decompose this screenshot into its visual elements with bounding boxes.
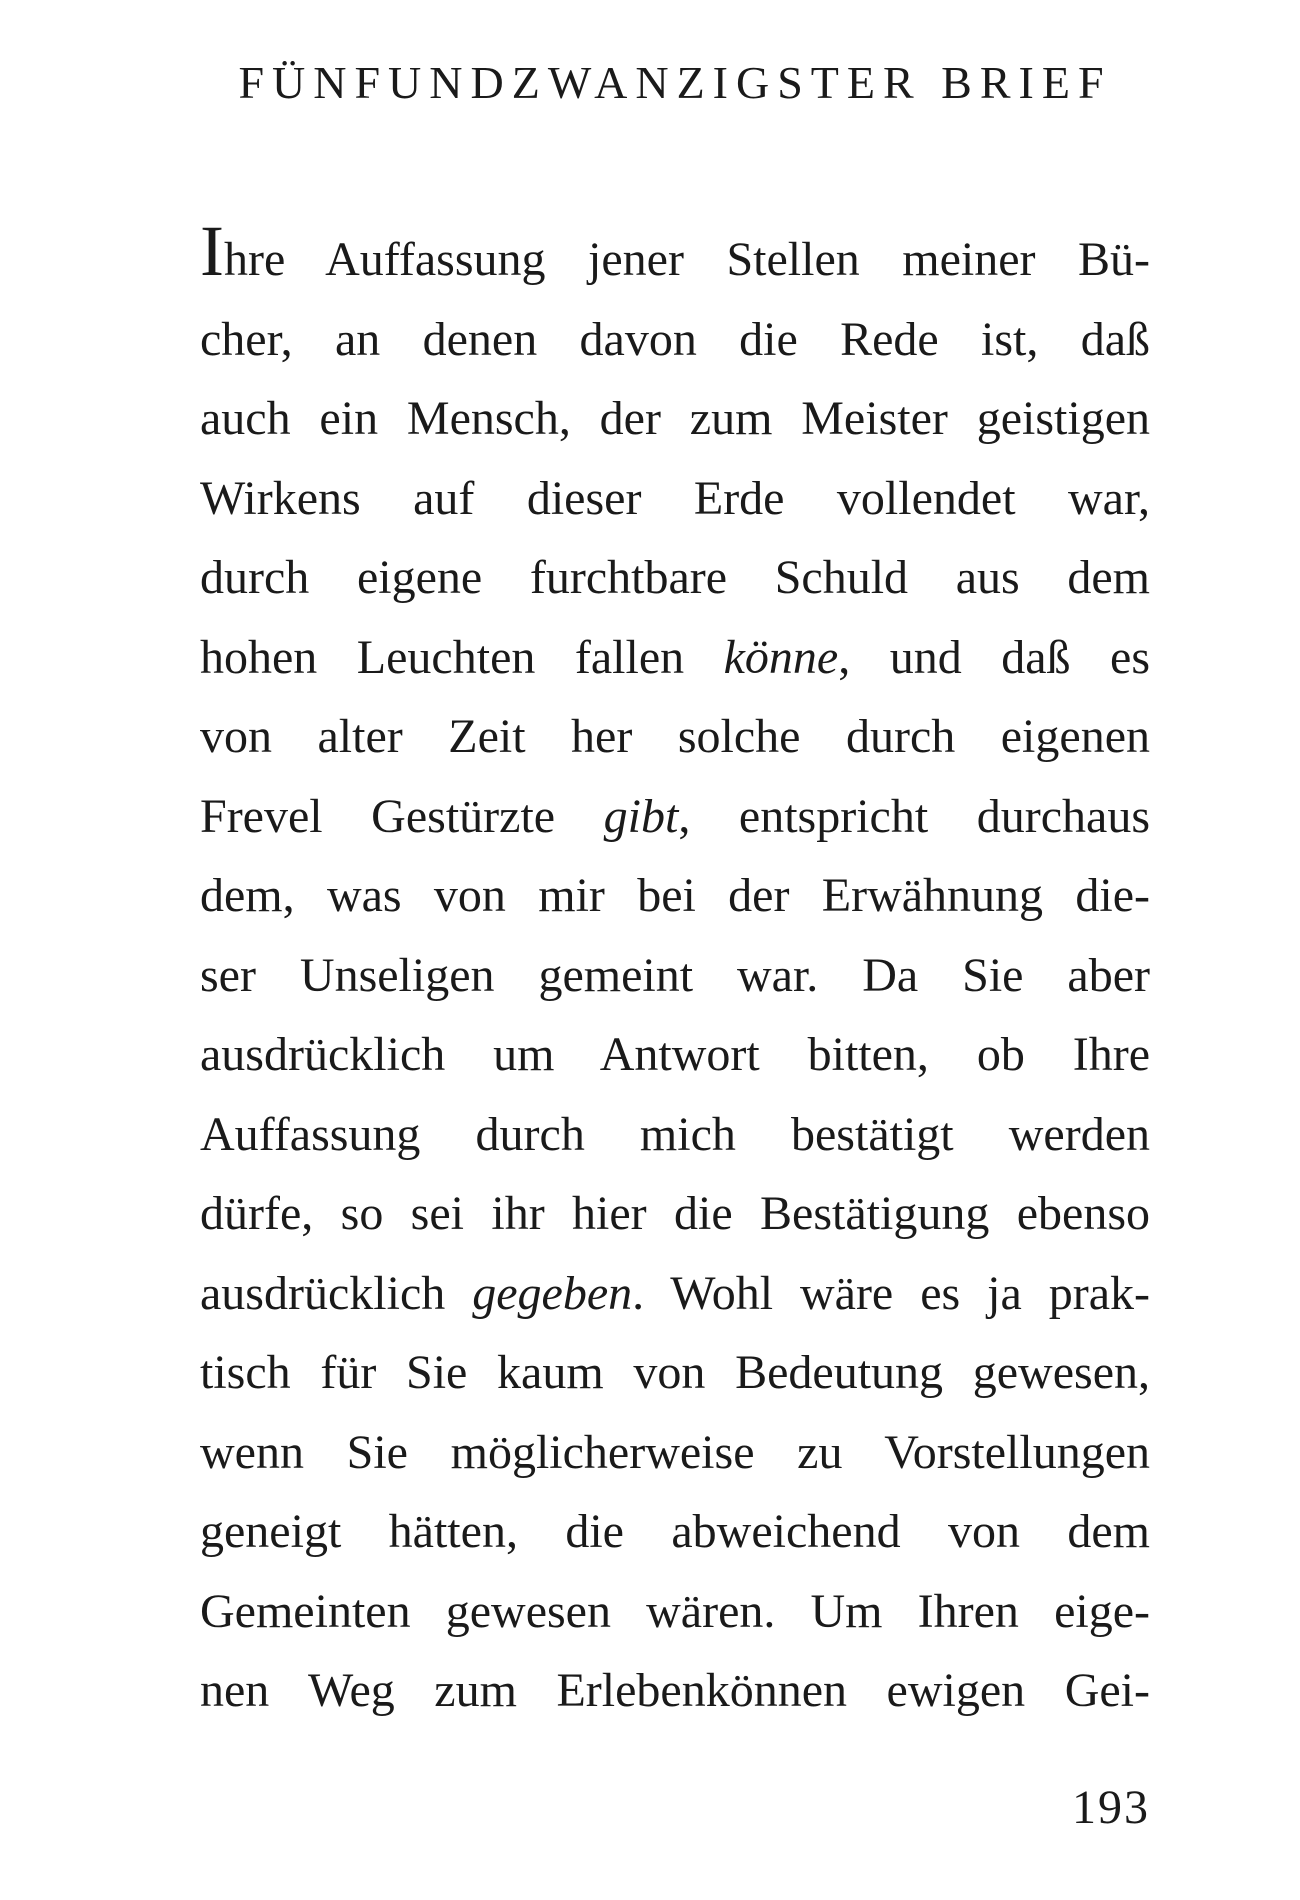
text-line-16: wenn Sie möglicherweise zu Vorstellungen bbox=[200, 1425, 1150, 1479]
text-line-6-after: , und daß es bbox=[838, 630, 1150, 684]
chapter-heading: FÜNFUNDZWANZIGSTER BRIEF bbox=[238, 57, 1112, 108]
text-line-14-after: . Wohl wäre es ja prak- bbox=[632, 1266, 1151, 1320]
text-line-8-after: , entspricht durchaus bbox=[678, 789, 1150, 843]
text-line-1-content: hre Auffassung jener Stellen meiner Bü- bbox=[223, 233, 1150, 286]
emphasis-gegeben: gegeben bbox=[472, 1266, 633, 1320]
text-line-1 bbox=[200, 211, 1150, 300]
text-line-9: dem, was von mir bei der Erwähnung die- bbox=[200, 869, 1150, 922]
text-line-10: ser Unseligen gemeint war. Da Sie aber bbox=[200, 948, 1150, 1002]
initial-letter: I bbox=[200, 211, 224, 291]
text-line-2: cher, an denen davon die Rede ist, daß bbox=[200, 312, 1150, 366]
text-line-15: tisch für Sie kaum von Bedeutung gewesen, bbox=[200, 1346, 1150, 1399]
book-page bbox=[200, 40, 1150, 1860]
text-line-14 bbox=[200, 1254, 1150, 1334]
text-line-17: geneigt hätten, die abweichend von dem bbox=[200, 1505, 1150, 1558]
emphasis-gibt: gibt bbox=[603, 789, 679, 843]
text-line-6 bbox=[200, 618, 1150, 698]
text-line-12: Auffassung durch mich bestätigt werden bbox=[200, 1107, 1150, 1161]
text-line-19: nen Weg zum Erlebenkönnen ewigen Gei- bbox=[200, 1664, 1150, 1717]
text-line-11: ausdrücklich um Antwort bitten, ob Ihre bbox=[200, 1028, 1150, 1081]
text-line-4: Wirkens auf dieser Erde vollendet war, bbox=[200, 471, 1150, 525]
text-line-5: durch eigene furchtbare Schuld aus dem bbox=[200, 551, 1150, 604]
emphasis-koenne: könne bbox=[723, 630, 839, 684]
page-number: 193 bbox=[1072, 1781, 1150, 1834]
text-line-8 bbox=[200, 777, 1150, 857]
text-line-13: dürfe, so sei ihr hier die Bestätigung ebenso bbox=[200, 1187, 1150, 1240]
text-line-6-before: hohen Leuchten fallen bbox=[200, 630, 724, 684]
text-line-8-before: Frevel Gestürzte bbox=[200, 789, 604, 843]
text-line-18: Gemeinten gewesen wären. Um Ihren eige- bbox=[200, 1584, 1150, 1638]
body-text bbox=[200, 211, 1151, 1731]
text-line-14-before: ausdrücklich bbox=[200, 1266, 473, 1320]
text-line-3: auch ein Mensch, der zum Meister geistigen bbox=[200, 392, 1150, 445]
text-line-7: von alter Zeit her solche durch eigenen bbox=[200, 710, 1150, 763]
